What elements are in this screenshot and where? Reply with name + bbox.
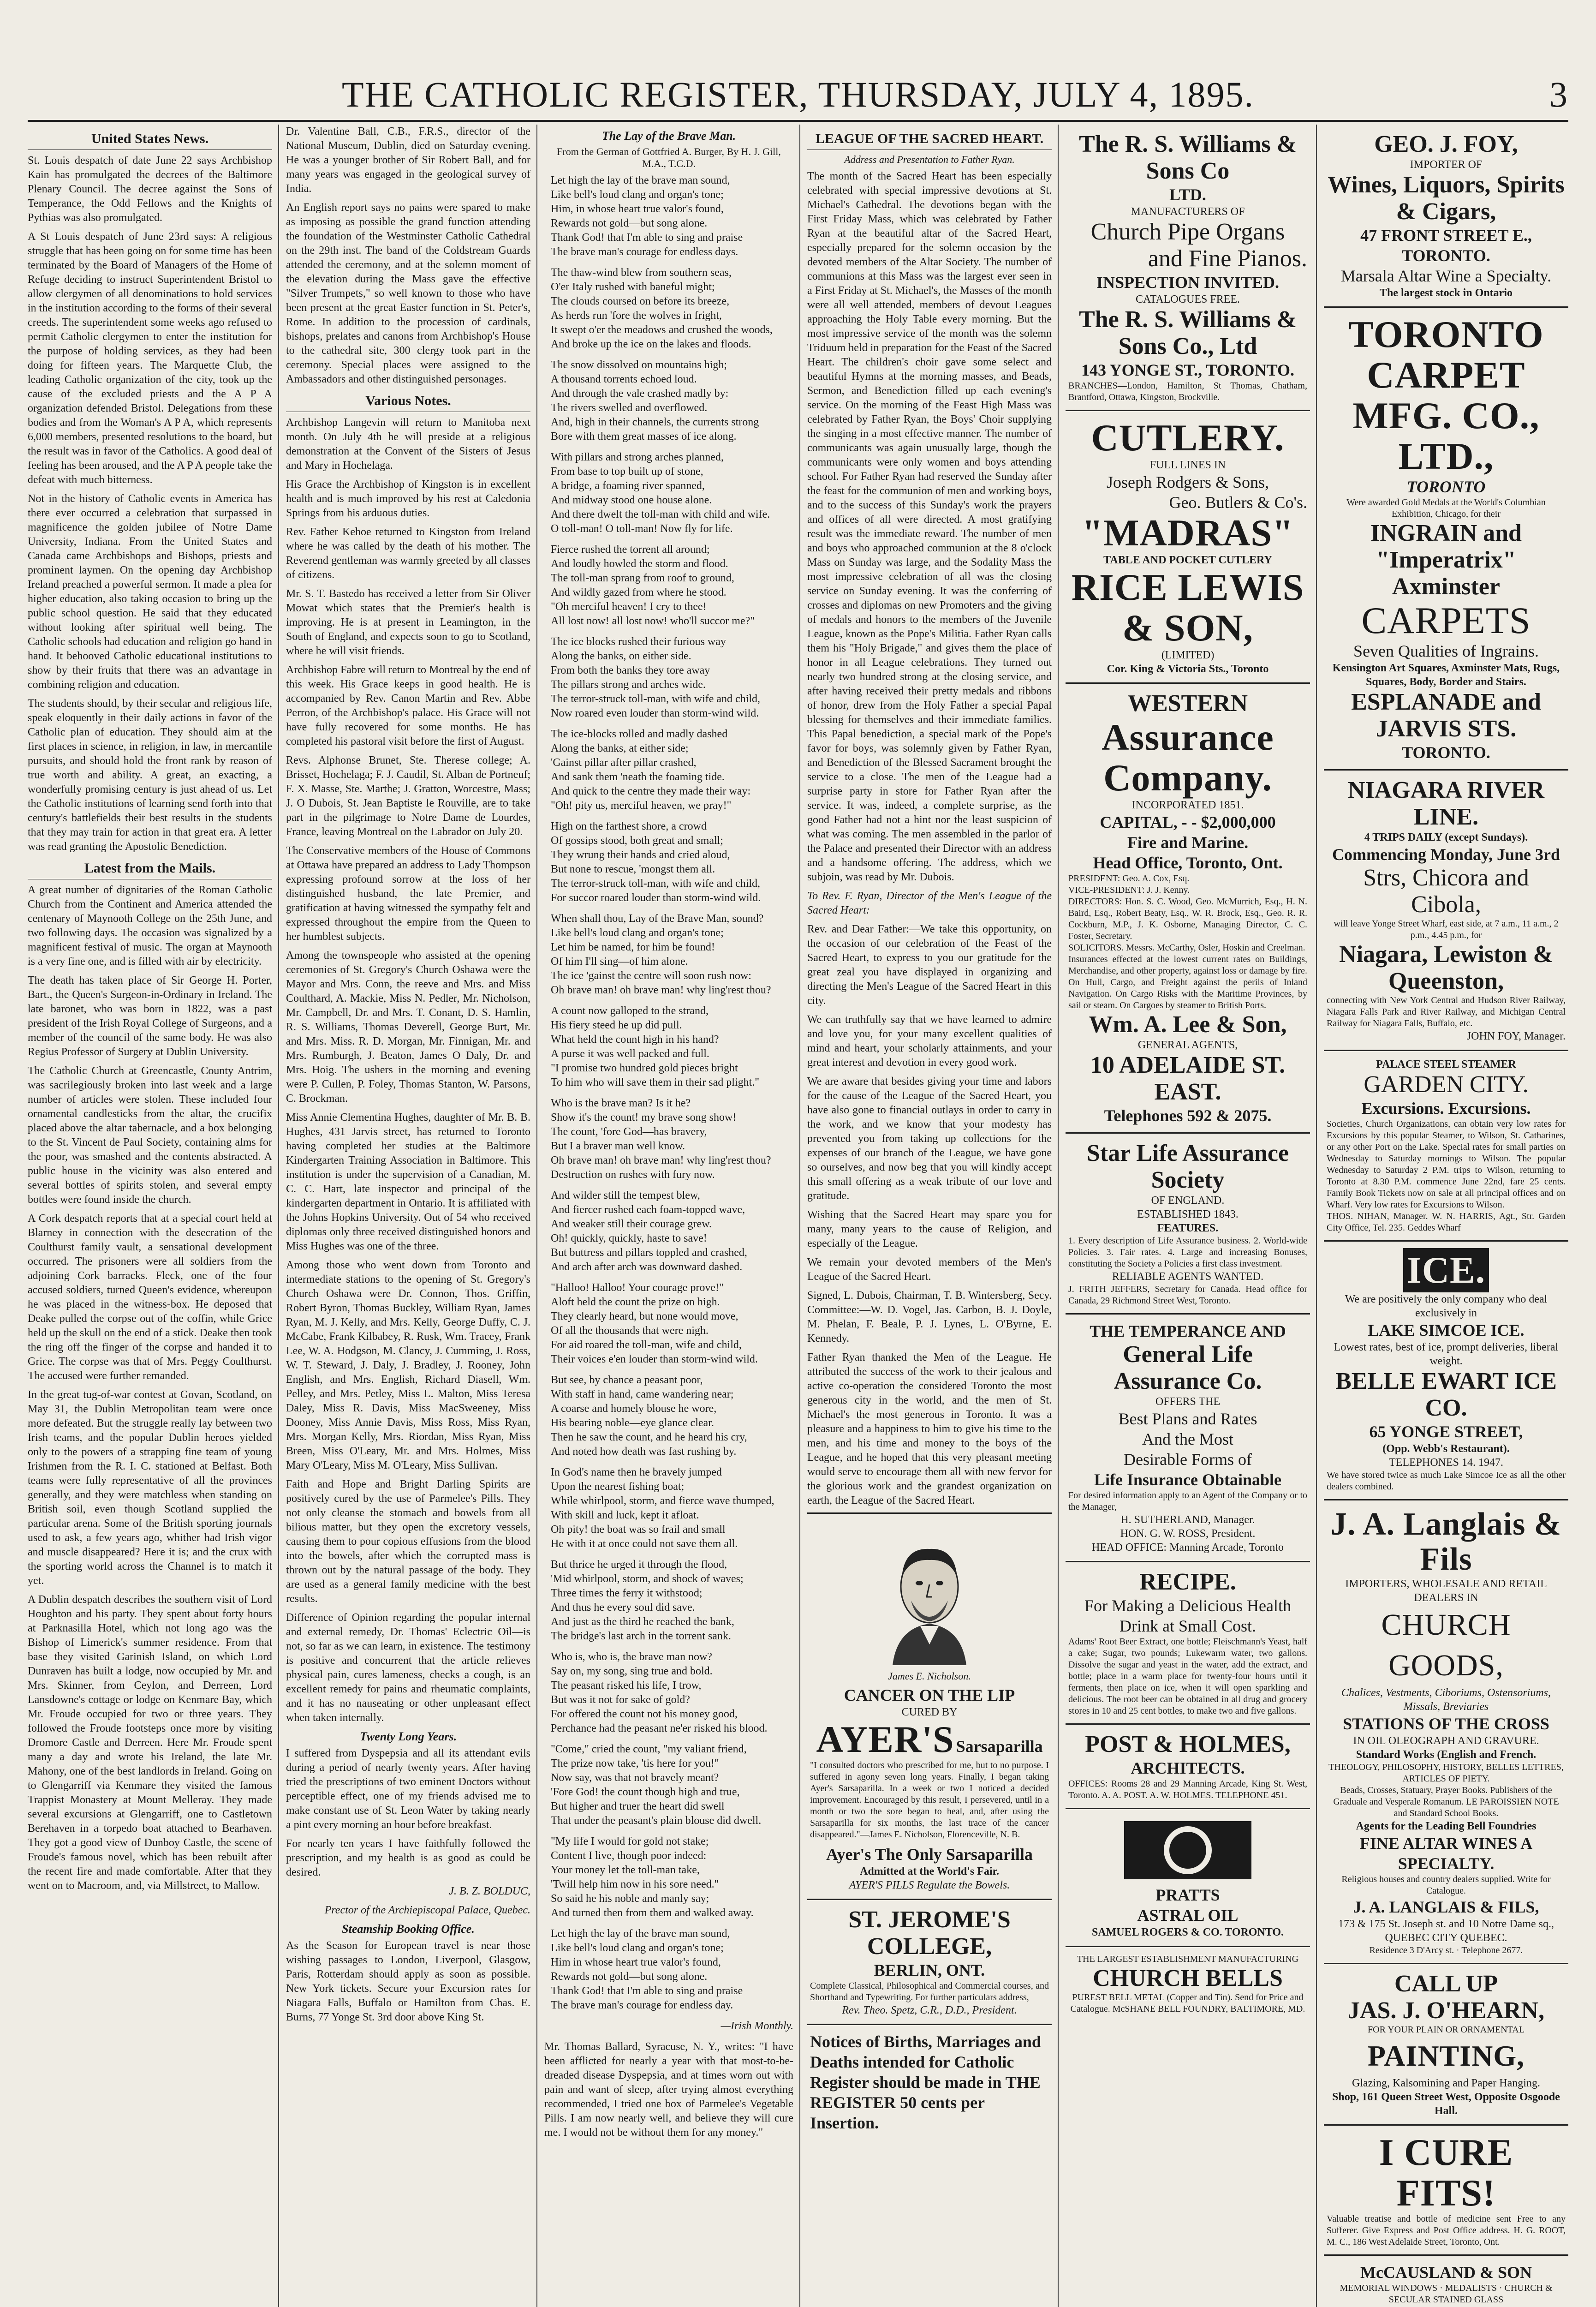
ad-line: QUEBEC CITY QUEBEC. <box>1385 1932 1507 1944</box>
ad-title: ST. JEROME'S COLLEGE, <box>848 1907 1011 1960</box>
article-paragraph: Not in the history of Catholic events in America has there ever occurred a celebration that surpassed in magnificence the golden jubilee of Notre Dame University, Indiana. From the United States and Canada came Archbishops and Bishops, priests and prominent laymen. On the opening day Archbishop Ireland preached a powerful sermon. It made a plea for higher education, also taking occasion to bring up the public school question. He said that they educated without looking after spiritual well being. The Catholic schools had education and religion go hand in hand. It behooved Catholic educational institutions to show by their fruits that there was an advantage in combining religion and education. <box>28 493 272 691</box>
portrait-caption: James E. Nicholson. <box>888 1670 971 1682</box>
star-life-ad <box>1066 1134 1310 1315</box>
ad-line: RELIABLE AGENTS WANTED. <box>1112 1271 1264 1283</box>
ad-title: PAINTING, <box>1367 2039 1525 2072</box>
poem-stanza: Who is the brave man? Is it he? Show it's the count! my brave song show! The count, 'fore God—has bravery, But I a braver man well know. Oh brave man! oh brave man! why ling'rest thou? Destruction on rushes with fury now. <box>551 1097 771 1181</box>
ad-line: and Fine Pianos. <box>1148 245 1307 272</box>
column-6 <box>1324 125 1568 2307</box>
poem-stanza: When shall thou, Lay of the Brave Man, sound? Like bell's loud clang and organ's tone; Let him be named, for him be found! Of him I'll sing—of him alone. The ice 'gainst the centre will soon rush now: Oh brave man! oh brave man! why ling'rest thou? <box>551 913 771 996</box>
ad-title: LAKE SIMCOE ICE. <box>1368 1321 1525 1339</box>
ad-title: CALL UP <box>1394 1971 1498 1997</box>
ad-body: 1. Every description of Life Assurance business. 2. World-wide Policies. 3. Fair rates. 4. Large and increasing Bonuses, constituting the Society a Policies a first class investment. <box>1068 1236 1307 1269</box>
article-paragraph: Wishing that the Sacred Heart may spare you for many, many years to the cause of Religion, and especially of the League. <box>807 1209 1052 1249</box>
ad-address: 10 ADELAIDE ST. EAST. <box>1090 1052 1286 1105</box>
ad-body: Complete Classical, Philosophical and Commercial courses, and Shorthand and Typewriting. For further particulars address, <box>810 1981 1049 2002</box>
ad-body: VICE-PRESIDENT: J. J. Kenny. <box>1068 885 1190 895</box>
ad-body: OFFICES: Rooms 28 and 29 Manning Arcade, King St. West, Toronto. A. A. POST. A. W. HOLMES. TELEPHONE 451. <box>1068 1779 1307 1800</box>
poem-stanza: "Halloo! Halloo! Your courage prove!" Aloft held the count the prize on high. They clearly heard, but none would move, Of all the thousands that were nigh. For aid roared the toll-man, wife and child, Their voices e'en louder than storm-wind wild. <box>551 1282 758 1365</box>
poem-stanza: And wilder still the tempest blew, And fiercer rushed each foam-topped wave, And weaker still their courage grew. Oh! quickly, quickly, haste to save! But buttress and pillars toppled and crashed, And arch after arch was downward dashed. <box>551 1189 747 1273</box>
ad-title: McCAUSLAND & SON <box>1360 2263 1532 2282</box>
ohearn-painting-ad <box>1324 1964 1568 2126</box>
ad-body: THEOLOGY, PHILOSOPHY, HISTORY, BELLES LETTRES, ARTICLES OF PIETY. <box>1328 1762 1564 1784</box>
poem-stanza: The ice-blocks rolled and madly dashed Along the banks, at either side; 'Gainst pillar after pillar crashed, And sank them 'neath the foaming tide. And quick to the centre they made their way: "Oh! pity us, merciful heaven, we pray!" <box>551 728 751 812</box>
ad-title: PRATTS <box>1155 1886 1220 1904</box>
ad-title: THE TEMPERANCE AND <box>1090 1322 1286 1340</box>
ad-line: IN OIL OLEOGRAPH AND GRAVURE. <box>1353 1735 1539 1747</box>
ad-line: Fire and Marine. <box>1127 833 1249 852</box>
ad-note: Admitted at the World's Fair. <box>859 1865 999 1877</box>
ad-title: BELLE EWART ICE CO. <box>1335 1368 1557 1421</box>
ad-line: Geo. Butlers & Co's. <box>1169 493 1307 512</box>
article-paragraph: A Dublin despatch describes the southern visit of Lord Houghton and his party. They spent about forty hours at Parknasilla Hotel, which not long ago was the Bishop of Limerick's summer residence. From that base they visited Garinish Island, on which Lord Dunraven has built a lodge, now occupied by Mr. and Mrs. Skinner, from Ceylon, and Derreen, Lord Lansdowne's cottage or lodge on Kenmare Bay, which Mr. Froude occupied for two or three years. They followed the Froude footsteps once more by visiting Dromore Castle and Derreen. Here Mr. Froude spent many a day and wrote his Ireland, the late Mr. Mahony, one of the best landlords in Ireland. Going on to Glengarriff via Kenmare they visited the famous Trappist Monastery at Mount Melleray. They made several excursions at Glengarriff, one to Castletown Berehaven in a torpedo boat attached to Bearhaven. They got a good view of Dunboy Castle, the scene of Froude's famous novel, which has been rebuilt after the recent fire and made comfortable. After that they went on to Macroom, and, via Millstreet, to Mallow. <box>28 1594 272 1892</box>
ad-title: CHURCH GOODS, <box>1381 1608 1511 1682</box>
ad-body: connecting with New York Central and Hudson River Railway, Niagara Falls Park and River Railway, and Michigan Central Railway for Niagara Falls, Buffalo, etc. <box>1327 995 1566 1028</box>
belle-ewart-ice-ad <box>1324 1242 1568 1500</box>
ad-title: RECIPE. <box>1139 1569 1236 1595</box>
ad-address: 143 YONGE ST., TORONTO. <box>1081 361 1295 379</box>
ad-title: The R. S. Williams & Sons Co <box>1079 131 1297 184</box>
article-paragraph: Among those who went down from Toronto and intermediate stations to the opening of St. Gregory's Church Oshawa were Dr. Connon, Thos. Griffin, Robert Byron, Thomas Buckley, William Ryan, James Ryan, M. J. Kelly, and Mrs. Kelly, George Duffy, C. J. McCabe, Frank Kilbabey, R. Rusk, Wm. Tracey, Frank Lee, W. A. Hodgson, M. Clancy, J. Cumming, J. Ross, W. T. Steward, J. Daly, J. Bradley, J. Rooney, John English, and Mrs. English, Richard Diasell, Wm. Pelley, and Mrs. Petley, Miss L. Malton, Miss Teresa Daley, Miss R. Davis, Miss MacSweeney, Miss Dooney, Miss Annie Davis, Miss Ross, Miss Ryan, Mrs. Morgan Kelly, Mrs. Riordan, Miss Ryan, Miss Breen, Miss O'Leary, Mr. and Mrs. Holmes, Miss Mary O'Leary, Miss M. O'Leary, Miss Sullivan. <box>286 1259 530 1471</box>
poem-stanza: In God's name then he bravely jumped Upon the nearest fishing boat; While whirlpool, storm, and fierce wave thumped, With skill and luck, kept it afloat. Oh pity! the boat was so frail and small He with it at once could not save them all. <box>551 1466 774 1550</box>
ad-line: We are positively the only company who deal exclusively in <box>1345 1293 1548 1319</box>
western-assurance-ad <box>1066 684 1310 1134</box>
ad-body: SOLICITORS. Messrs. McCarthy, Osler, Hoskin and Creelman. <box>1068 943 1305 953</box>
section-heading: LEAGUE OF THE SACRED HEART. <box>807 131 1052 150</box>
ad-body: Societies, Church Organizations, can obtain very low rates for Excursions by this popular Steamer, to Wilson, St. Catharines, or any other Port on the Lake. Special rates for small parties on Wednesday to Saturday mornings to Wilson. The popular Wednesday to Saturday 2 P.M. trips to Wilson, returning to Toronto at 8.30 P.M. commence June 22nd, fare 25 cents. Family Book Tickets now on sale at all principal offices and on Wharf. Very low rates for Excursions to Wilson. <box>1327 1119 1566 1210</box>
article-paragraph: His Grace the Archbishop of Kingston is in excellent health and is much improved by his rest at Caledonia Springs from his arduous duties. <box>286 478 530 519</box>
ad-title: J. A. LANGLAIS & FILS, <box>1353 1898 1539 1916</box>
page-number: 3 <box>1549 74 1568 114</box>
ad-body: BRANCHES—London, Hamilton, St Thomas, Chatham, Brantford, Ottawa, Kingston, Brockville. <box>1068 381 1307 402</box>
ad-body: PRESIDENT: Geo. A. Cox, Esq. <box>1068 873 1190 884</box>
poem-stanza: But thrice he urged it through the flood, 'Mid whirlpool, storm, and shock of waves; Three times the ferry it withstood; And thus he every soul did save. And just as the third he reached the bank, The bridge's last arch in the torrent sank. <box>551 1559 744 1642</box>
ad-body: DIRECTORS: Hon. S. C. Wood, Geo. McMurrich, Esq., H. N. Baird, Esq., Robert Beaty, Esq., W. R. Brock, Esq., Geo. R. R. Cockburn, M.P., J. K. Osborne, Managing Director, C. C. Foster, Secretary. <box>1068 897 1307 941</box>
article-paragraph: A St Louis despatch of June 23rd says: A religious struggle that has been going on for some time has been terminated by the Board of Managers of the Home of Refuge deciding to instruct Superintendent Bristol to allow clergymen of all denominations to hold services in the institution according to the forms of their several creeds. The superintendent some weeks ago refused to permit Catholic clergymen to enter the institution for the purpose of holding services, as they had been doing for fifteen years. The Marquette Club, the leading Catholic organization of the city, took up the cause of the excluded priests and the A P A organization defended Bristol. Delegations from these bodies and from the Woman's A P A, which represents 6,000 members, presented resolutions to the board, but the result was in favor of the Catholics. A good deal of feeling has been aroused, and the A P A people take the defeat with much bitterness. <box>28 231 272 486</box>
ad-title: RICE LEWIS & SON, <box>1071 566 1304 649</box>
article-paragraph: A great number of dignitaries of the Roman Catholic Church from the Continent and America attended the centenary of Maynooth College on the 25th June, and two following days. The occasion was signalized by a magnificent festival of music. The organ at Maynooth is a very fine one, and is filled with air by electricity. <box>28 884 272 968</box>
poem-stanzas <box>544 173 793 2013</box>
ad-tagline: Ayer's The Only Sarsaparilla <box>826 1845 1033 1864</box>
portrait <box>810 1520 1049 1685</box>
ad-line: Joseph Rodgers & Sons, <box>1106 473 1269 491</box>
article-paragraph: The students should, by their secular and religious life, speak eloquently in their daily actions in favor of the Catholic plan of education. They should aim at the first places in science, in religion, in law, in mercantile pursuits, and should hold the front rank by reason of true worth and ability. A great, an exacting, a wonderfully promising century is just ahead of us. Let the Catholic institutions of learning send forth into that century's battlefields their best results in the students that they may train for action in that great era. A letter was read granting the Apostolic Benediction. <box>28 698 272 853</box>
column-rule <box>536 125 537 2307</box>
column-2 <box>286 125 530 2307</box>
article-paragraph: St. Louis despatch of date June 22 says Archbishop Kain has promulgated the decrees of the Baltimore Plenary Council. The decree against the Sons of Temperance, the Odd Fellows and the Knights of Pythias was also promulgated. <box>28 155 272 224</box>
ad-line: The largest stock in Ontario <box>1380 287 1513 299</box>
ad-signature: Rev. Theo. Spetz, C.R., D.D., President. <box>842 2004 1017 2016</box>
langlais-ad <box>1324 1500 1568 1964</box>
testimonial-paragraph: Mr. Thomas Ballard, Syracuse, N. Y., writes: "I have been afflicted for nearly a year with that most-to-be-dreaded disease Dyspepsia, and at times worn out with pain and want of sleep, after trying almost everything recommended, I tried one box of Parmelee's Vegetable Pills. I am now nearly well, and believe they will cure me. I would not be without them for any money." <box>544 2041 793 2139</box>
ad-title: "Imperatrix" Axminster <box>1376 547 1516 600</box>
ad-line: Lowest rates, best of ice, prompt deliveries, liberal weight. <box>1334 1341 1559 1367</box>
ad-body: Adams' Root Beer Extract, one bottle; Fleischmann's Yeast, half a cake; Sugar, two pounds; Lukewarm water, two gallons. Dissolve the sugar and yeast in the water, add the extract, and bottle; place in a warm place for twenty-four hours until it ferments, then place on ice, when it will open sparkling and delicious. The root beer can be obtained in all drug and grocery stores in 10 and 25 cent bottles, to make two and five gallons. <box>1068 1637 1307 1716</box>
signature: J. B. Z. BOLDUC, <box>449 1885 530 1897</box>
ad-title: CHURCH BELLS <box>1093 1965 1283 1991</box>
ad-subtitle: BERLIN, ONT. <box>874 1961 985 1979</box>
ad-title: NIAGARA RIVER LINE. <box>1347 777 1545 830</box>
portrait-engraving-icon <box>860 1527 999 1665</box>
article-paragraph: We remain your devoted members of the Men's League of the Sacred Heart. <box>807 1256 1052 1283</box>
ad-body: PUREST BELL METAL (Copper and Tin). Send for Price and Catalogue. McSHANE BELL FOUNDRY, BALTIMORE, MD. <box>1070 1992 1305 2014</box>
ad-title: GARDEN CITY. <box>1364 1071 1529 1098</box>
ad-title: I CURE FITS! <box>1379 2131 1513 2214</box>
article-paragraph: A Cork despatch reports that at a special court held at Blarney in connection with the desecration of the Coulthurst family vault, a sensational development occurred. The prisoners were all soldiers from the adjoining Cork barracks. Fleck, one of the four accused soldiers, turned Queen's evidence, whereupon he was placed in the witness-box. He deposed that Deake pulled the corpse out of the coffin, while Grice held up the skull on the end of a stick. Deake then took the ring off the finger of the corpse and handed it to Grice. The corpse was that of Mrs. Peggy Coulthurst. The accused were further remanded. <box>28 1213 272 1382</box>
poem-stanza: But see, by chance a peasant poor, With staff in hand, came wandering near; A coarse and homely blouse he wore, His bearing noble—eye glance clear. Then he saw the count, and he heard his cry, And noted how death was fast rushing by. <box>551 1374 747 1458</box>
ad-subhead: CURED BY <box>901 1706 958 1718</box>
ad-line: Commencing Monday, June 3rd <box>1332 845 1560 864</box>
ad-signature: JOHN FOY, Manager. <box>1466 1030 1566 1042</box>
article-paragraph: Faith and Hope and Bright Darling Spirits are positively cured by the use of Parmelee's Pills. They not only cleanse the stomach and bowels from all bilious matter, but they open the excretory vessels, causing them to pour copious effusions from the blood into the bowels, after which the corrupted mass is thrown out by the natural passage of the body. They are used as a general family medicine with the best results. <box>286 1478 530 1605</box>
article-paragraph: Rev. Father Kehoe returned to Kingston from Ireland where he was called by the death of his mother. The Reverend gentleman was warmly greeted by all classes of citizens. <box>286 526 530 581</box>
poem-stanza: "My life I would for gold not stake; Content I live, though poor indeed: Your money let the toll-man take, 'Twill help him now in his sore need." So said he his noble and manly say; And turned then from them and walked away. <box>551 1835 754 1919</box>
temperance-life-ad <box>1066 1315 1310 1562</box>
article-paragraph: The month of the Sacred Heart has been especially celebrated with special impressive devotions at St. Michael's Cathedral. The devotions began with the First Friday Mass, which was celebrated by Father Ryan at the beautiful altar of the Sacred Heart, especially prepared for the solemn occasion by the devoted members of the Altar Society. The number of communions at this Mass was the largest ever seen in a First Friday at St. Michael's, the Masses of the month were all well attended, members of devout Leagues approaching the Holy Table every morning. But the most impressive service of the month was the solemn Triduum held in preparation for the Feast of the Sacred Heart. The children's choir gave some select and beautiful Hymns at the morning masses, and Beads, Sermon, and Benediction filled up each evening's service. On the morning of the Feast High Mass was celebrated by Father Ryan, the Boys' Choir supplying the singing in a most effective manner. The number of communicants was again unusually large, though the communicants were only women and boys attending school. For Father Ryan had reserved the Sunday after the feast for the communion of men and working boys, and to the success of this Sunday's work the prayers and offices of all were directed. A most gratifying result was the immediate reward. The number of men and boys who approached communion at the 8 o'clock Mass on Sunday was large, and the Sodality Mass the most impressive celebration of all was the closing service on Sunday evening. It was the conferring of crosses and diplomas on new Promoters and the giving of medals and honors to the members of the Juvenile League, known as the Pope's Militia. Father Ryan calls them his "Holy Brigade," and gives them the place of honor in all League celebrations. They turned out nearly two hundred strong at the closing service, and after having received their pretty medals and ribbons of honor, drew from the Holy Father a special Papal blessing for themselves and their immediate families. This Papal benediction, a special mark of the Pope's favor for boys, was solemnly given by Father Ryan, and Benediction of the Blessed Sacrament brought the service to a close. The men of the League had a surprise party in store for Father Ryan after the service. It was, indeed, a complete surprise, as the good Father had not a hint nor the least suspicion of what was coming. The men assembled in the parlor of the Palace and presented their Director with an address and a handsome offering. The address, which we subjoin, was read by Mr. Dubois. <box>807 170 1052 883</box>
cure-fits-ad <box>1324 2126 1568 2256</box>
poem-stanza: The thaw-wind blew from southern seas, O'er Italy rushed with baneful might; The clouds coursed on before its breeze, As herds run 'fore the wolves in fright, It swept o'er the meadows and crushed the woods, And broke up the ice on the lakes and floods. <box>551 267 773 350</box>
ad-body: Were awarded Gold Medals at the World's Columbian Exhibition, Chicago, for their <box>1346 497 1546 519</box>
article-paragraph: An English report says no pains were spared to make as imposing as possible the grand function attending the foundation of the Westminster Catholic Cathedral on the 29th inst. The band of the Coldstream Guards attended the ceremony, and at the solemn moment of the elevation during the Mass gave the effective "Silver Trumpets," so well known to those who have been present at the great Easter function in St. Peter's, Rome. In addition to the procession of cardinals, bishops, prelates and canons from Archbishop's House to the cathedral site, 300 clergy took part in the ceremony. Special places were assigned to the Ambassadors and other distinguished personages. <box>286 202 530 385</box>
article-paragraph: For nearly ten years I have faithfully followed the prescription, and my health is as good as could be desired. <box>286 1838 530 1878</box>
oil-can-icon <box>1123 1820 1252 1880</box>
section-heading: United States News. <box>28 131 272 150</box>
ad-line: TABLE AND POCKET CUTLERY <box>1103 554 1272 566</box>
column-rule <box>278 125 279 2307</box>
column-5 <box>1066 125 1310 2307</box>
ad-line: Desirable Forms of <box>1124 1450 1252 1469</box>
ad-title: POST & HOLMES, <box>1085 1731 1291 1757</box>
poem-stanza: Fierce rushed the torrent all around; And loudly howled the storm and flood. The toll-man sprang from roof to ground, And wildly gazed from where he stood. "Oh merciful heaven! I cry to thee! All lost now! all lost now! who'll succor me?" <box>551 544 755 627</box>
article-paragraph: I suffered from Dyspepsia and all its attendant evils during a period of nearly twenty years. After having tried the prescriptions of two eminent Doctors without perceptible effect, one of my friends advised me to make constant use of St. Leon Water by taking nearly a pint every morning an hour before breakfast. <box>286 1747 530 1831</box>
ad-address: Cor. King & Victoria Sts., Toronto <box>1107 663 1269 675</box>
ad-line: TELEPHONES 14. 1947. <box>1389 1457 1503 1469</box>
geo-foy-ad <box>1324 125 1568 308</box>
section-heading: Twenty Long Years. <box>359 1730 457 1743</box>
article-paragraph: Dr. Valentine Ball, C.B., F.R.S., director of the National Museum, Dublin, died on Saturday evening. He was a younger brother of Sir Robert Ball, and for many years was engaged in the geological survey of India. <box>286 126 530 195</box>
ad-line: HEAD OFFICE: Manning Arcade, Toronto <box>1092 1542 1284 1554</box>
article-paragraph: Father Ryan thanked the Men of the League. He attributed the success of the work to their jealous and active co-operation the considered Toronto the most generous city in the world, and the men of St. Michael's the most generous in Toronto. It was a pleasure and a happiness to him to give his time to the men, and his time and money to the boys of the League, and he hoped that this very pleasant meeting would serve to encourage them all with new fervor for the glorious work and the grandest organization on earth, the League of the Sacred Heart. <box>807 1351 1052 1506</box>
ad-body: J. FRITH JEFFERS, Secretary for Canada. Head office for Canada, 29 Richmond Street West, Toronto. <box>1068 1284 1307 1306</box>
cutlery-ad <box>1066 411 1310 684</box>
ad-body: Beads, Crosses, Statuary, Prayer Books. Publishers of the Graduale and Vesperale Romanum. LE PAROISSIEN NOTE and Standard School Books. <box>1333 1785 1559 1818</box>
rs-williams-ad <box>1066 125 1310 411</box>
article-paragraph: The Conservative members of the House of Commons at Ottawa have prepared an address to Lady Thompson expressing profound sorrow at the loss of her distinguished husband, the late Premier, and gratification at having witnessed the sympathy felt and expressed throughout the empire from the Queen to her humblest subjects. <box>286 845 530 943</box>
ad-body: MEMORIAL WINDOWS · MEDALISTS · CHURCH & SECULAR STAINED GLASS <box>1340 2283 1553 2305</box>
ad-title: Wm. A. Lee & Son, <box>1089 1011 1287 1038</box>
ad-signature: SAMUEL ROGERS & CO. TORONTO. <box>1091 1926 1284 1938</box>
ad-line: Church Pipe Organs <box>1090 219 1285 245</box>
column-4 <box>807 125 1052 2307</box>
toronto-carpet-ad <box>1324 308 1568 771</box>
masthead <box>28 60 1568 122</box>
ad-body: Notices of Births, Marriages and Deaths intended for Catholic Register should be made in THE REGISTER 50 cents per Insertion. <box>810 2032 1041 2132</box>
ad-line: FULL LINES IN <box>1149 459 1226 471</box>
ad-line: Glazing, Kalsomining and Paper Hanging. <box>1352 2077 1540 2089</box>
ad-line: Agents for the Leading Bell Foundries <box>1356 1820 1536 1832</box>
ad-address: Shop, 161 Queen Street West, Opposite Osgoode Hall. <box>1332 2091 1560 2117</box>
ad-body: We have stored twice as much Lake Simcoe Ice as all the other dealers combined. <box>1327 1470 1566 1492</box>
poem-byline: From the German of Gottfried A. Burger, By H. J. Gill, M.A., T.C.D. <box>557 146 781 169</box>
ad-line: Kensington Art Squares, Axminster Mats, Rugs, Squares, Body, Border and Stairs. <box>1332 662 1560 688</box>
ad-line: IMPORTER OF <box>1410 159 1483 171</box>
post-holmes-ad <box>1066 1725 1310 1809</box>
ad-line: Best Plans and Rates <box>1118 1410 1257 1428</box>
ad-title: J. A. Langlais & Fils <box>1330 1506 1562 1577</box>
ad-subtitle: For Making a Delicious Health Drink at Small Cost. <box>1084 1596 1291 1635</box>
ad-line: Life Insurance Obtainable <box>1094 1470 1282 1489</box>
ad-line: H. SUTHERLAND, Manager. <box>1120 1514 1255 1526</box>
ad-title: Niagara, Lewiston & Queenston, <box>1339 941 1553 994</box>
ad-title: Assurance Company. <box>1102 716 1274 799</box>
column-rule <box>1316 125 1317 2307</box>
signature: Prector of the Archiepiscopal Palace, Quebec. <box>324 1904 530 1916</box>
ad-body: Insurances effected at the lowest current rates on Buildings, Merchandise, and other property, against loss or damage by fire. On Hull, Cargo, and Freight against the perils of Inland Navigation. On Cargo Risks with the Maritime Provinces, by sail or steam. On Cargoes by steamer to British Ports. <box>1068 954 1307 1010</box>
article-paragraph: Revs. Alphonse Brunet, Ste. Therese college; A. Brisset, Hochelaga; F. J. Caudil, St. Alban de Portneuf; F. X. Masse, Ste. Marthe; J. Gratton, Worcestre, Mass; J. O Dubois, St. Jean Baptiste le Rouville, are to take part in the pilgrimage to Notre Dame de Lourdes, France, leaving Montreal on the Labrador on July 20. <box>286 754 530 838</box>
ad-line: TORONTO. <box>1402 246 1490 265</box>
ad-line: Telephones 592 & 2075. <box>1104 1106 1272 1125</box>
sarsaparilla-label: Sarsaparilla <box>956 1737 1043 1756</box>
ad-title: Wines, Liquors, Spirits & Cigars, <box>1328 172 1565 225</box>
poem-stanza: With pillars and strong arches planned, From base to top built up of stone, A bridge, a foaming river spanned, And midway stood one house alone. And there dwelt the toll-man with child and wife. O toll-man! O toll-man! Now fly for life. <box>551 451 770 535</box>
ad-title: CUTLERY. <box>1091 417 1285 459</box>
garden-city-ad <box>1324 1051 1568 1242</box>
ad-line: Residence 3 D'Arcy st. · Telephone 2677. <box>1369 1945 1523 1955</box>
ad-line: Standard Works (English and French. <box>1356 1749 1536 1761</box>
poem-stanza: Let high the lay of the brave man sound, Like bell's loud clang and organ's tone; Him in whose heart true valor's found, Rewards not gold—but song alone. Thank God! that I'm able to sing and praise The brave man's courage for endless day. <box>551 1928 743 2011</box>
poem-title: The Lay of the Brave Man. <box>601 129 736 143</box>
ad-subtitle: LTD. <box>1169 185 1206 204</box>
ad-line: IMPORTERS, WHOLESALE AND RETAIL DEALERS IN <box>1345 1578 1547 1604</box>
ad-line: OF ENGLAND. <box>1151 1195 1225 1207</box>
article-paragraph: Rev. and Dear Father:—We take this opportunity, on the occasion of our celebration of the Feast of the Sacred Heart, to express to you our gratitude for the great zeal you have displayed in organizing and directing the Men's League of the Sacred Heart in this city. <box>807 923 1052 1007</box>
mccausland-ad <box>1324 2256 1568 2307</box>
article-paragraph: Signed, L. Dubois, Chairman, T. B. Wintersberg, Secy. Committee:—W. D. Vogel, Jas. Carbon, B. J. Doyle, M. Phelan, F. Beale, P. J. Lynes, L. O'Byrne, E. Kennedy. <box>807 1290 1052 1345</box>
poem-credit: —Irish Monthly. <box>721 2020 793 2032</box>
article-paragraph: We are aware that besides giving your time and labors for the cause of the League of the Sacred Heart, you have also gone to financial outlays in order to carry in the work, and we know that your modesty has prevented you from taking up collections for the expenses of our branch of the League, we have gone so ourselves, and now beg that you will kindly accept this small offering as a weak tribute of our love and gratitude. <box>807 1076 1052 1202</box>
newspaper-title: THE CATHOLIC REGISTER, THURSDAY, JULY 4, 1895. <box>342 74 1254 114</box>
article-paragraph: The death has taken place of Sir George H. Porter, Bart., the Queen's Surgeon-in-Ordinary in Ireland. The late baronet, who was born in 1822, was a past president of the Irish Royal College of Surgeons, and a member of the council of the same body. He was also Regius Professor of Surgery at Dublin University. <box>28 974 272 1058</box>
ad-title: WESTERN <box>1127 690 1248 717</box>
article-paragraph: In the great tug-of-war contest at Govan, Scotland, on May 31, the Dublin Metropolitan team were once more defeated. But the struggle really lay between two Irish teams, and the popular Dublin heroes yielded only to the powers of a strapping fine team of young Irishmen from the R. I. C. stationed at Belfast. Both teams were fully representative of all the provinces generally, and they were matchless when standing on British soil, even though Scotland supplied the particular arena. Some of the British sporting journals used to ask, a few years ago, whither had Irish vigor and muscle disappeared? Here it is; and the crux with the sporting world across the Channel is to match it yet. <box>28 1389 272 1587</box>
st-jeromes-ad <box>807 1900 1052 2025</box>
article-paragraph: Difference of Opinion regarding the popular internal and external remedy, Dr. Thomas' Eclectric Oil—is not, so far as we can learn, in existence. The testimony is positive and concurrent that the article relieves physical pain, cures lameness, checks a cough, is an excellent remedy for pains and rheumatic complaints, and it has no nauseating or other unpleasant effect when taken internally. <box>286 1612 530 1724</box>
ad-line: FOR YOUR PLAIN OR ORNAMENTAL <box>1368 2025 1525 2035</box>
poem-stanza: Let high the lay of the brave man sound, Like bell's loud clang and organ's tone; Him, in whose heart true valor's found, Rewards not gold—but song alone. Thank God! that I'm able to sing and praise The brave man's courage for endless days. <box>551 174 743 258</box>
ad-body: "I consulted doctors who prescribed for me, but to no purpose. I suffered in agony seven long years. Finally, I began taking Ayer's Sarsaparilla. In a week or two I noticed a decided improvement. Encouraged by this result, I persevered, until in a month or two the sore began to heal, and, after using the Sarsaparilla for six months, the last trace of the cancer disappeared."—James E. Nicholson, Florenceville, N. B. <box>810 1760 1049 1840</box>
article-paragraph: Mr. S. T. Bastedo has received a letter from Sir Oliver Mowat which states that the Premier's health is improving. He is at present in Leamington, in the South of England, and expects soon to go to Scotland, where he will visit friends. <box>286 588 530 657</box>
ad-line: TORONTO. <box>1402 743 1490 762</box>
ad-body: For desired information apply to an Agent of the Company or to the Manager, <box>1068 1490 1307 1512</box>
article-paragraph: We can truthfully say that we have learned to admire and love you, for your many excellent qualities of mind and heart, your scholarly attainments, and your great interest and devotion in every good work. <box>807 1014 1052 1069</box>
ad-line: 4 TRIPS DAILY (except Sundays). <box>1364 831 1528 843</box>
ad-line: CAPITAL, - - $2,000,000 <box>1100 813 1276 831</box>
poem-stanza: The snow dissolved on mountains high; A thousand torrents echoed loud. And through the vale crashed madly by: The rivers swelled and overflowed. And, high in their channels, the currents strong Bore with them great masses of ice along. <box>551 359 759 442</box>
ad-line: Chalices, Vestments, Ciboriums, Ostensoriums, Missals, Breviaries <box>1341 1687 1551 1713</box>
ad-signature: THOS. NIHAN, Manager. W. N. HARRIS, Agt., Str. Garden City Office, Tel. 235. Geddes Wharf <box>1327 1211 1566 1233</box>
ad-line: Marsala Altar Wine a Specialty. <box>1340 267 1552 285</box>
ad-line: ESTABLISHED 1843. <box>1137 1208 1239 1220</box>
poem-stanza: The ice blocks rushed their furious way Along the banks, on either side. From both the banks they tore away The pillars strong and arches wide. The terror-struck toll-man, with wife and child, Now roared even louder than storm-wind wild. <box>551 636 761 719</box>
ad-body: will leave Yonge Street Wharf, east side, at 7 a.m., 11 a.m., 2 p.m., 4.45 p.m., for <box>1334 919 1559 940</box>
ad-line: TORONTO <box>1406 478 1486 496</box>
niagara-river-line-ad <box>1324 771 1568 1051</box>
church-bells-ad <box>1066 1947 1310 2021</box>
ad-address: 47 FRONT STREET E., <box>1360 226 1532 245</box>
ad-line: OFFERS THE <box>1155 1396 1221 1408</box>
column-1 <box>28 125 272 2307</box>
ad-title: ICE. <box>1403 1248 1489 1292</box>
ad-line: CATALOGUES FREE. <box>1135 293 1240 305</box>
ad-line: Head Office, Toronto, Ont. <box>1093 854 1283 872</box>
article-paragraph: Among the townspeople who assisted at the opening ceremonies of St. Gregory's Church Oshawa were the Mayor and Mrs. Conn, the reeve and Mrs. and Miss Coulthard, A. Mackie, Miss N. Pedler, Mr. Nicholson, Mr. Campbell, Dr. and Mrs. T. Conant, D. S. Hamlin, R. S. Williams, Thomas Deverell, George Burt, Mr. and Mrs. Miss. R. D. Morgan, Mr. Finnigan, Mr. and Mrs. Rumburgh, J. Beaton, James O Daly, Dr. and Mrs. Hoig. The ushers in the morning and evening were P. Cullen, P. Foley, Thomas Stanton, W. Parsons, C. Brockman. <box>286 950 530 1105</box>
ad-title: GEO. J. FOY, <box>1374 131 1518 157</box>
ad-title: JAS. J. O'HEARN, <box>1347 1997 1545 2024</box>
poem-stanza: Who is, who is, the brave man now? Say on, my song, sing true and bold. The peasant risked his life, I trow, But was it not for sake of gold? For offered the count not his money good, Perchance had the peasant ne'er risked his blood. <box>551 1651 768 1734</box>
ad-line: INCORPORATED 1851. <box>1131 799 1244 811</box>
ayers-ad <box>807 1512 1052 1900</box>
section-subheading: Address and Presentation to Father Ryan. <box>844 154 1015 165</box>
ad-body: Religious houses and country dealers supplied. Write for Catalogue. <box>1341 1874 1551 1896</box>
ad-title: INGRAIN and <box>1370 520 1522 546</box>
poem-stanza: A count now galloped to the strand, His fiery steed he up did pull. What held the count high in his hand? A purse it was well packed and full. "I promise two hundred gold pieces bright To him who will save them in their sad plight." <box>551 1005 760 1088</box>
recipe-ad <box>1066 1562 1310 1725</box>
ad-subtitle: ARCHITECTS. <box>1131 1759 1245 1777</box>
ad-title: Star Life Assurance Society <box>1086 1140 1289 1193</box>
poem-stanza: High on the farthest shore, a crowd Of gossips stood, both great and small; They wrung their hands and cried aloud, But none to rescue, 'mongst them all. The terror-struck toll-man, with wife and child, For succor roared louder than storm-wind wild. <box>551 820 761 904</box>
ad-title: The R. S. Williams & Sons Co., Ltd <box>1079 306 1297 359</box>
article-paragraph: Archbishop Fabre will return to Montreal by the end of this week. His Grace keeps in good health. He is accompanied by Rev. Canon Martin and Rev. Abbe Perron, of the Archbishop's palace. His Grace will not have fully recovered for some months. He has completed his pastoral visit before the first of August. <box>286 664 530 747</box>
ad-address: 173 & 175 St. Joseph st. and 10 Notre Dame sq., <box>1338 1918 1554 1930</box>
column-3 <box>544 125 793 2307</box>
ad-title: General Life Assurance Co. <box>1114 1341 1262 1394</box>
poem-stanza: "Come," cried the count, "my valiant friend, The prize now take, 'tis here for you!" Now say, was that not bravely meant? 'Fore God! the count though high and true, But higher and truer the heart did swell That under the peasant's plain blouse did dwell. <box>551 1743 762 1827</box>
article-paragraph: The Catholic Church at Greencastle, County Antrim, was sacrilegiously broken into last week and a large number of articles were stolen. These included four ornamental candlesticks from the altar, the crucifix placed above the altar tabernacle, and a box belonging to the St. Vincent de Paul Society, containing alms for the poor, was smashed and the contents abstracted. A public house in the vicinity was also entered and several bottles of spirits stolen, and several empty bottles were found inside the church. <box>28 1065 272 1206</box>
article-paragraph: Miss Annie Clementina Hughes, daughter of Mr. B. B. Hughes, 431 Jarvis street, has returned to Toronto having completed her studies at the Baltimore Kindergarten Training Association in Baltimore. This institution is under the supervision of a Canadian, M. C. C. Hart, late inspector and principal of the kindergarten department in Ontario. It is affiliated with the Johns Hopkins University. Out of 54 who received diplomas only three received distinguished honors and Miss Hughes was one of the three. <box>286 1112 530 1252</box>
ad-title: MFG. CO., LTD., <box>1352 394 1540 477</box>
column-rule <box>799 125 800 2307</box>
article-paragraph: As the Season for European travel is near those wishing passages to London, Liverpool, Glasgow, Paris, Rotterdam should apply as soon as possible. New York tickets. Secure your Excursion rates for Niagara Falls, Buffalo or Hamilton from Chas. E. Burns, 77 Yonge St. 3rd door above King St. <box>286 1940 530 2023</box>
ad-address: 65 YONGE STREET, <box>1369 1422 1523 1441</box>
ad-line: Excursions. Excursions. <box>1361 1099 1531 1118</box>
ad-title: TORONTO CARPET <box>1348 313 1544 396</box>
ad-line: FEATURES. <box>1157 1222 1219 1234</box>
ad-line: GENERAL AGENTS, <box>1137 1039 1238 1051</box>
ad-line: (Opp. Webb's Restaurant). <box>1382 1443 1510 1455</box>
ad-line: Strs, Chicora and Cibola, <box>1363 865 1529 918</box>
ad-headline: CANCER ON THE LIP <box>844 1686 1015 1704</box>
ad-address: ESPLANADE and JARVIS STS. <box>1351 689 1541 742</box>
ad-title: "MADRAS" <box>1082 512 1294 554</box>
ad-line: And the Most <box>1142 1430 1233 1448</box>
article-paragraph: Archbishop Langevin will return to Manitoba next month. On July 4th he will preside at a religious demonstration at the Convent of the Sisters of Jesus and Mary in Hochelaga. <box>286 417 530 472</box>
ad-body: Valuable treatise and bottle of medicine sent Free to any Sufferer. Give Express and Post Office address. H. G. ROOT, M. C., 186 West Adelaide Street, Toronto, Ont. <box>1327 2214 1566 2247</box>
section-heading: Latest from the Mails. <box>28 861 272 879</box>
ad-line: MANUFACTURERS OF <box>1131 206 1245 218</box>
ad-line: Seven Qualities of Ingrains. <box>1353 642 1539 660</box>
ad-line: INSPECTION INVITED. <box>1096 273 1280 292</box>
ayers-logo-text: AYER'S <box>816 1718 954 1760</box>
ad-line: THE LARGEST ESTABLISHMENT MANUFACTURING <box>1077 1954 1299 1964</box>
ad-line: (LIMITED) <box>1161 649 1215 661</box>
ad-line: PALACE STEEL STEAMER <box>1376 1058 1516 1070</box>
ad-line: HON. G. W. ROSS, President. <box>1120 1528 1256 1540</box>
section-heading: Various Notes. <box>286 393 530 412</box>
ad-title: CARPETS <box>1361 599 1531 641</box>
ad-title: ASTRAL OIL <box>1137 1906 1239 1924</box>
notice-ad <box>807 2025 1052 2140</box>
ad-title: FINE ALTAR WINES A SPECIALTY. <box>1359 1834 1533 1873</box>
column-rule <box>1058 125 1059 2307</box>
ad-title: STATIONS OF THE CROSS <box>1343 1715 1549 1733</box>
pratts-astral-ad <box>1066 1809 1310 1947</box>
address-salutation: To Rev. F. Ryan, Director of the Men's League of the Sacred Heart: <box>807 890 1052 916</box>
section-heading: Steamship Booking Office. <box>342 1922 475 1936</box>
ad-note: AYER'S PILLS Regulate the Bowels. <box>849 1879 1010 1891</box>
